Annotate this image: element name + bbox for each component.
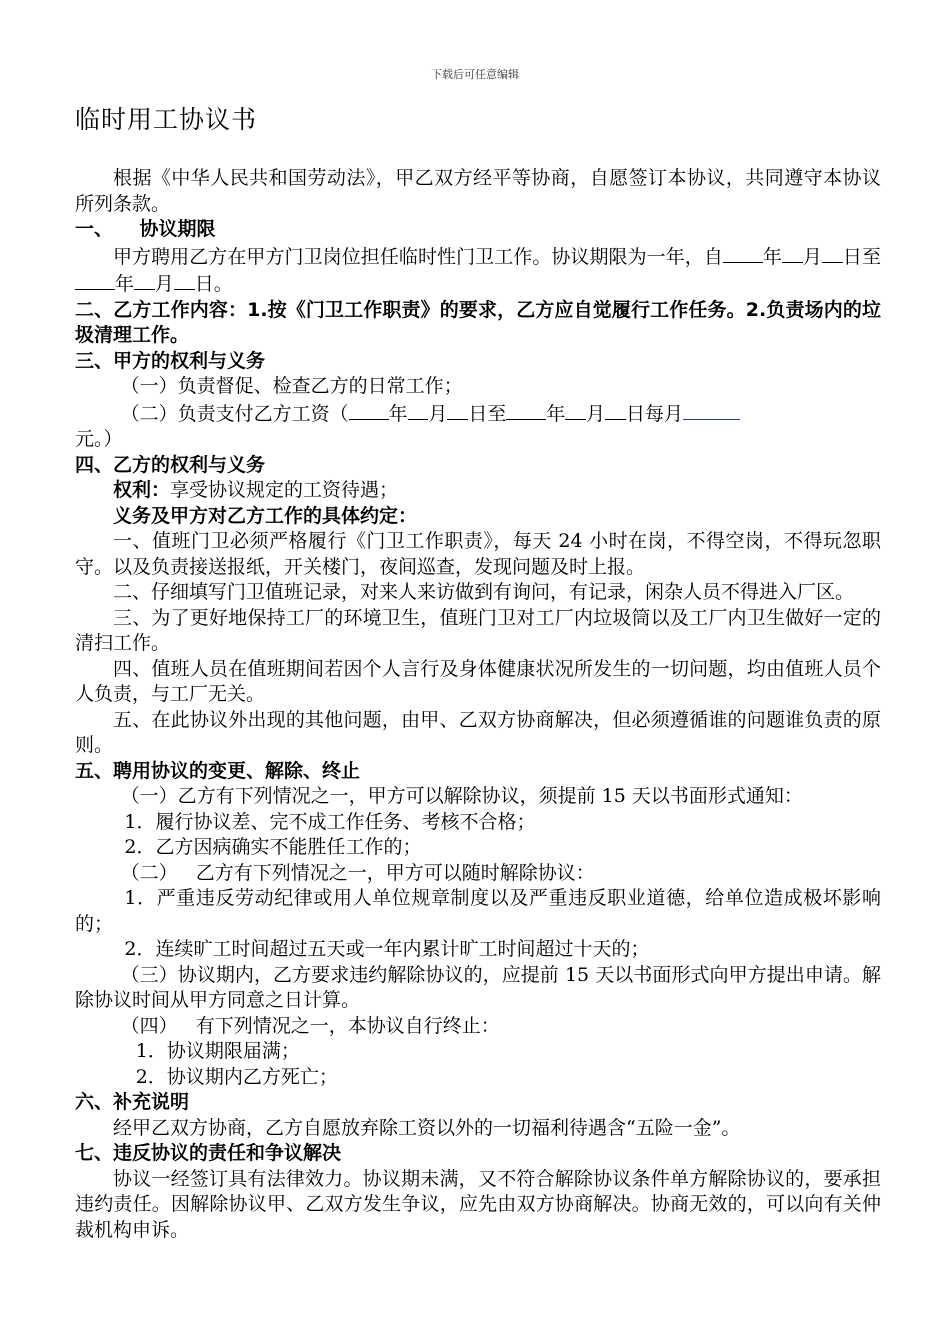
section-7-heading: 七、违反协议的责任和争议解决 — [75, 1142, 342, 1164]
section-5-c: （三）协议期内，乙方要求违约解除协议的，应提前 15 天以书面形式向甲方提出申请。解除协议时间从甲方同意之日计算。 — [75, 963, 881, 1011]
section-4-para-1: 一、值班门卫必须严格履行《门卫工作职责》，每天 24 小时在岗，不得空岗，不得玩忽职守。以及负责接送报纸，开关楼门，夜间巡查，发现问题及时上报。 — [75, 530, 881, 578]
section-1-text: 甲方聘用乙方在甲方门卫岗位担任临时性门卫工作。协议期限为一年，自 年 月 日至年 月 日。 — [75, 243, 881, 298]
section-6-text: 经甲乙双方协商，乙方自愿放弃除工资以外的一切福利待遇含“五险一金”。 — [113, 1116, 741, 1139]
section-3-item-2-end: 元。） — [75, 428, 123, 450]
page-header: 下载后可任意编辑 — [431, 68, 519, 81]
section-5-b: （二） 乙方有下列情况之一，甲方可以随时解除协议： — [120, 861, 595, 884]
section-3-heading: 三、甲方的权利与义务 — [75, 349, 266, 372]
section-5-d1: 1．协议期限届满； — [135, 1040, 300, 1062]
section-4-rights: 权利：享受协议规定的工资待遇； — [113, 479, 399, 501]
section-7-text: 协议一经签订具有法律效力。协议期未满，又不符合解除协议条件单方解除协议的，要承担违约责任。因解除协议甲、乙双方发生争议，应先由双方协商解决。协商无效的，可以向有关仲裁机构申诉。 — [75, 1167, 881, 1241]
section-5-d: （四） 有下列情况之一，本协议自行终止： — [120, 1014, 500, 1037]
section-4-para-3: 三、为了更好地保持工厂的环境卫生，值班门卫对工厂内垃圾筒以及工厂内卫生做好一定的清扫工作。 — [75, 606, 881, 654]
section-2-text: 二、乙方工作内容：1.按《门卫工作职责》的要求，乙方应自觉履行工作任务。2.负责场内的垃圾清理工作。 — [75, 298, 881, 346]
section-4-heading: 四、乙方的权利与义务 — [75, 453, 266, 476]
section-5-a1: 1．履行协议差、完不成工作任务、考核不合格； — [124, 810, 536, 833]
document-title: 临时用工协议书 — [75, 105, 258, 134]
section-5-b2: 2．连续旷工时间超过五天或一年内累计旷工时间超过十天的； — [124, 938, 650, 960]
section-4-para-5: 五、在此协议外出现的其他问题，由甲、乙双方协商解决，但必须遵循谁的问题谁负责的原则。 — [75, 708, 881, 756]
document-body — [75, 166, 881, 1243]
section-6-heading: 六、补充说明 — [75, 1091, 190, 1113]
section-4-duties-label: 义务及甲方对乙方工作的具体约定： — [113, 504, 418, 527]
section-5-d2: 2．协议期内乙方死亡； — [135, 1065, 338, 1088]
section-5-a2: 2．乙方因病确实不能胜任工作的； — [124, 836, 422, 858]
section-5-a: （一）乙方有下列情况之一，甲方可以解除协议，须提前 15 天以书面形式通知： — [120, 785, 803, 807]
intro-paragraph: 根据《中华人民共和国劳动法》，甲乙双方经平等协商，自愿签订本协议，共同遵守本协议所列条款。 — [75, 167, 881, 215]
section-3-item-2: （二）负责支付乙方工资（ 年 月 日至 年 月 日每月 — [75, 400, 881, 428]
section-1-heading: 一、 协议期限 — [75, 218, 216, 240]
section-4-para-4: 四、值班人员在值班期间若因个人言行及身体健康状况所发生的一切问题，均由值班人员个人负责，与工厂无关。 — [75, 657, 881, 705]
section-5-heading: 五、聘用协议的变更、解除、终止 — [75, 759, 361, 782]
section-4-para-2: 二、仔细填写门卫值班记录，对来人来访做到有询问，有记录，闲杂人员不得进入厂区。 — [113, 581, 855, 603]
section-5-b1: 1．严重违反劳动纪律或用人单位规章制度以及严重违反职业道德，给单位造成极坏影响的； — [75, 887, 881, 935]
section-3-item-1: （一）负责督促、检查乙方的日常工作； — [120, 375, 463, 397]
